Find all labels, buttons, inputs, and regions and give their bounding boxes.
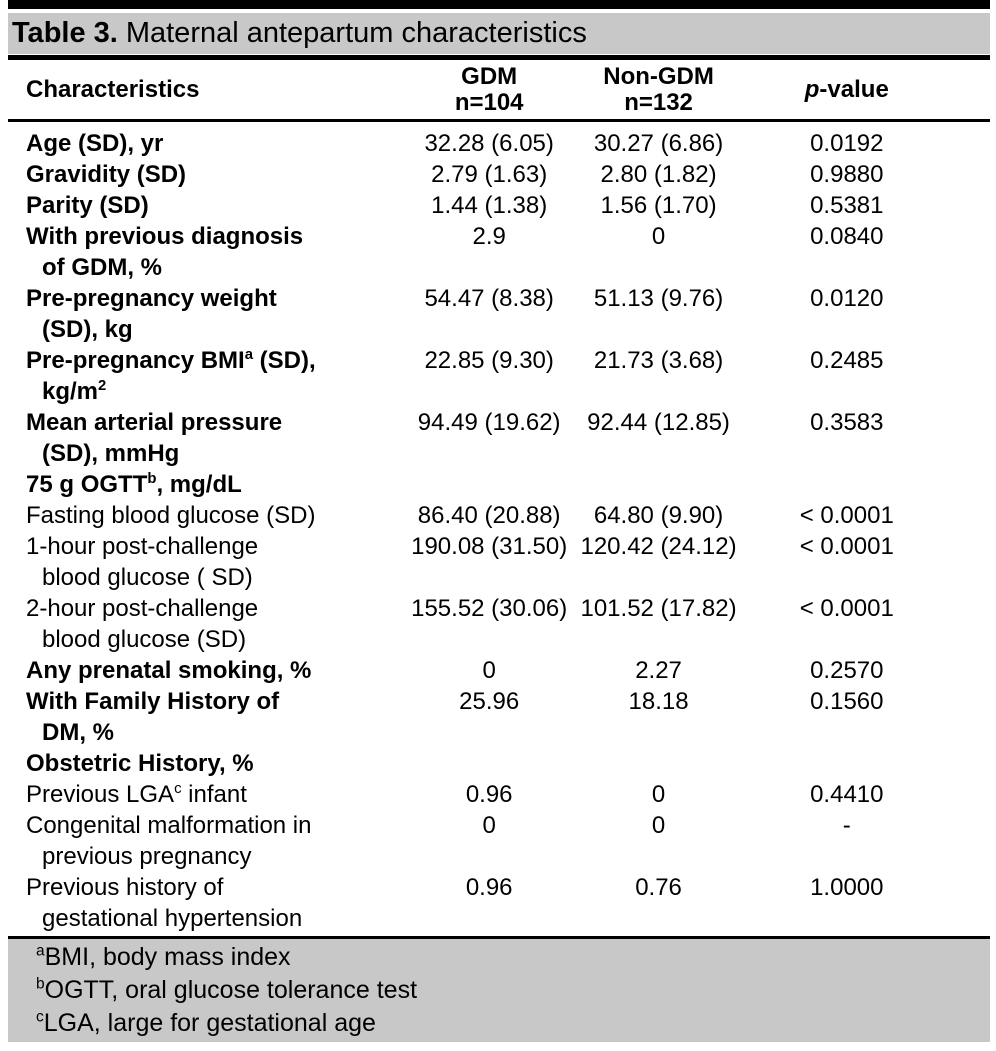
column-header-characteristics: Characteristics [26, 76, 200, 103]
p-value: 0.4410 [810, 781, 884, 808]
row-label [8, 593, 401, 655]
p-value: 0.0120 [810, 285, 884, 312]
row-label [8, 469, 401, 500]
row-label-line: Fasting blood glucose (SD) [26, 502, 316, 529]
column-header-non-gdm: Non-GDM n=132 [603, 63, 714, 116]
p-value: 0.0840 [810, 223, 884, 250]
row-label-line: Parity (SD) [26, 192, 149, 219]
row-label-line: Pre-pregnancy BMI$^a$ (SD), [26, 347, 316, 374]
p-value: < 0.0001 [799, 533, 894, 560]
table-row [8, 531, 990, 593]
row-label [8, 221, 401, 283]
table-row [8, 283, 990, 345]
non-gdm-value: 51.13 (9.76) [593, 285, 724, 312]
gdm-value: 2.9 [472, 223, 506, 250]
row-label-line: of GDM, % [42, 254, 162, 281]
table-row [8, 872, 990, 934]
footnote-marker: b [36, 975, 45, 993]
row-label [8, 121, 401, 160]
row-label-line: Any prenatal smoking, % [26, 657, 312, 684]
row-label-line: previous pregnancy [42, 843, 252, 870]
non-gdm-value: 18.18 [628, 688, 689, 715]
non-gdm-value [578, 748, 740, 779]
footnote: $^b$OGTT, oral glucose tolerance test [36, 975, 418, 1004]
p-value: 0.5381 [810, 192, 884, 219]
table-body [8, 121, 990, 935]
table-row [8, 500, 990, 531]
table-row [8, 655, 990, 686]
non-gdm-value: 30.27 (6.86) [593, 130, 724, 157]
non-gdm-value: 92.44 (12.85) [587, 409, 730, 436]
table-title-text: Maternal antepartum characteristics [125, 17, 587, 49]
non-gdm-value: 64.80 (9.90) [593, 502, 724, 529]
row-label-line: blood glucose ( SD) [42, 564, 253, 591]
non-gdm-value: 0 [651, 781, 666, 808]
row-label [8, 283, 401, 345]
row-label [8, 872, 401, 934]
footnote: $^a$BMI, body mass index [36, 942, 291, 971]
column-header-p-value: p-value [804, 76, 889, 103]
non-gdm-value: 101.52 (17.82) [580, 595, 737, 622]
non-gdm-value: 2.27 [635, 657, 682, 684]
row-label-line: Congenital malformation in [26, 812, 312, 839]
row-label [8, 655, 401, 686]
gdm-value: 1.44 (1.38) [431, 192, 548, 219]
gdm-value: 0.96 [465, 874, 513, 901]
row-label-line: (SD), mmHg [42, 440, 180, 467]
table-row [8, 121, 990, 160]
table-row [8, 748, 990, 779]
p-value [740, 469, 990, 500]
non-gdm-value: 0 [651, 812, 666, 839]
footnotes-band [8, 936, 990, 1042]
table-top-rule [8, 0, 990, 9]
row-label [8, 190, 401, 221]
gdm-value: 25.96 [459, 688, 520, 715]
gdm-value: 0 [482, 812, 496, 839]
gdm-value: 86.40 (20.88) [417, 502, 561, 529]
gdm-value [401, 748, 578, 779]
table-row [8, 469, 990, 500]
row-label-line: Mean arterial pressure [26, 409, 283, 436]
table-row [8, 221, 990, 283]
table-row [8, 810, 990, 872]
row-label-line: 2-hour post-challenge [26, 595, 259, 622]
gdm-value: 190.08 (31.50) [411, 533, 568, 560]
row-label-line: (SD), kg [42, 316, 133, 343]
non-gdm-value: 120.42 (24.12) [580, 533, 737, 560]
p-value: < 0.0001 [799, 502, 894, 529]
row-label-line: blood glucose (SD) [42, 626, 247, 653]
row-label-line: With Family History of [26, 688, 280, 715]
table-row [8, 407, 990, 469]
row-label [8, 531, 401, 593]
row-label [8, 345, 401, 407]
characteristics-table [8, 60, 990, 934]
row-label-line: 1-hour post-challenge [26, 533, 259, 560]
row-label [8, 779, 401, 810]
table-row [8, 190, 990, 221]
non-gdm-value: 21.73 (3.68) [593, 347, 724, 374]
p-value: 0.2485 [810, 347, 884, 374]
non-gdm-value: 1.56 (1.70) [600, 192, 717, 219]
row-label-line: Previous history of [26, 874, 224, 901]
p-value: - [842, 812, 851, 839]
column-header-gdm: GDM n=104 [454, 63, 524, 116]
row-label-line: 75 g OGTT$^b$, mg/dL [26, 471, 242, 498]
non-gdm-value [578, 469, 740, 500]
gdm-value: 94.49 (19.62) [417, 409, 561, 436]
row-label-line: Obstetric History, % [26, 750, 254, 777]
p-value: 0.9880 [810, 161, 884, 188]
table-row [8, 159, 990, 190]
p-value: < 0.0001 [799, 595, 894, 622]
gdm-value: 22.85 (9.30) [424, 347, 554, 374]
table-row [8, 779, 990, 810]
p-value [740, 748, 990, 779]
row-label [8, 500, 401, 531]
table-title-label: Table 3. [12, 17, 118, 49]
gdm-value: 155.52 (30.06) [411, 595, 568, 622]
row-label [8, 748, 401, 779]
row-label-line: $kg/m^2$ [42, 378, 107, 405]
table-row [8, 686, 990, 748]
footnote-marker: a [36, 942, 45, 960]
gdm-value: 2.79 (1.63) [431, 161, 548, 188]
p-value: 0.3583 [810, 409, 884, 436]
gdm-value: 54.47 (8.38) [424, 285, 554, 312]
row-label-line: gestational hypertension [42, 905, 303, 932]
non-gdm-value: 2.80 (1.82) [600, 161, 717, 188]
non-gdm-value: 0.76 [635, 874, 682, 901]
row-label [8, 686, 401, 748]
footnote-marker: c [36, 1008, 44, 1026]
table-header [8, 60, 990, 121]
p-value: 0.1560 [810, 688, 884, 715]
row-label [8, 159, 401, 190]
row-label-line: Age (SD), yr [26, 130, 164, 157]
table-row [8, 345, 990, 407]
row-label [8, 810, 401, 872]
table-title-band [8, 13, 990, 54]
row-label-line: Pre-pregnancy weight [26, 285, 277, 312]
row-label-line: Gravidity (SD) [26, 161, 187, 188]
row-label-line: With previous diagnosis [26, 223, 304, 250]
p-value: 0.0192 [810, 130, 884, 157]
gdm-value: 0 [482, 657, 496, 684]
non-gdm-value: 0 [651, 223, 666, 250]
row-label-line: Previous LGA$^c$ infant [26, 781, 247, 808]
row-label [8, 407, 401, 469]
gdm-value [401, 469, 578, 500]
gdm-value: 32.28 (6.05) [424, 130, 554, 157]
table-row [8, 593, 990, 655]
row-label-line: DM, % [42, 719, 114, 746]
gdm-value: 0.96 [465, 781, 513, 808]
footnote: $^c$LGA, large for gestational age [36, 1008, 376, 1037]
p-value: 0.2570 [810, 657, 884, 684]
p-value: 1.0000 [810, 874, 884, 901]
